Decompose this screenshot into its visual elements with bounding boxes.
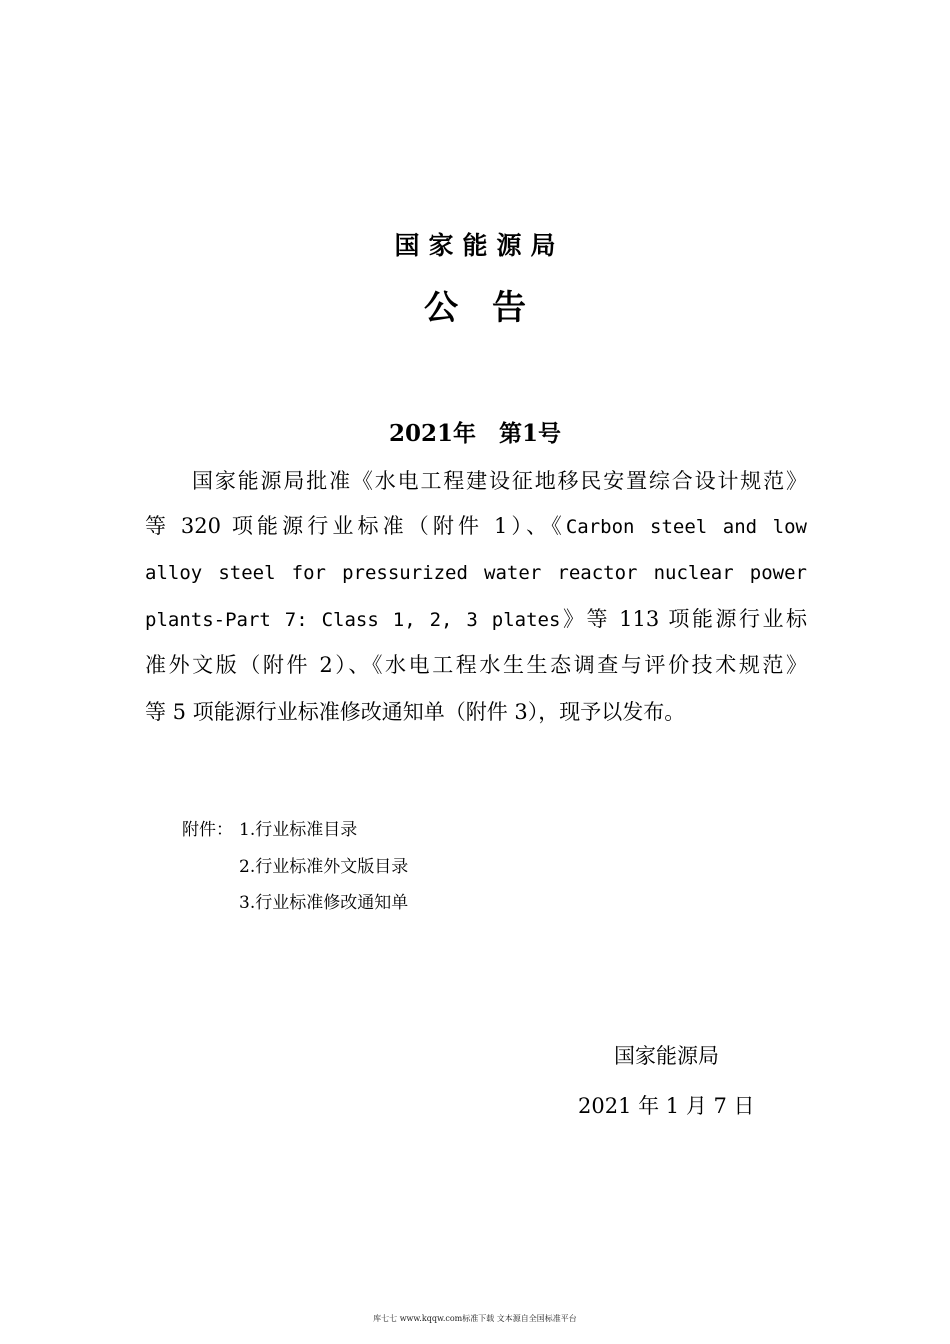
body-line-3: alloy steel for pressurized water reactor nuclear power — [145, 562, 807, 584]
signature-date: 2021 年 1 月 7 日 — [578, 1094, 755, 1118]
attachments-label: 附件： — [182, 820, 233, 840]
signature-issuer: 国家能源局 — [614, 1044, 719, 1068]
body-line-2-en: Carbon steel and low — [565, 516, 807, 538]
issuing-agency-title: 国家能源局 — [394, 231, 565, 260]
body-line-5: 准外文版（附件 2）、《水电工程水生生态调查与评价技术规范》 — [145, 653, 807, 677]
issue-number: 2021年 第1号 — [388, 420, 562, 447]
body-line-4-en: plants-Part 7: Class 1, 2, 3 plates — [145, 609, 561, 631]
body-line-2 — [145, 511, 807, 541]
attachment-item-2: 2.行业标准外文版目录 — [239, 857, 409, 877]
attachment-item-1: 1.行业标准目录 — [239, 820, 358, 840]
attachment-item-3: 3.行业标准修改通知单 — [239, 893, 409, 913]
body-line-4 — [145, 604, 807, 634]
body-line-4-zh: 》等 113 项能源行业标 — [560, 607, 807, 631]
body-line-6: 等 5 项能源行业标准修改通知单（附件 3），现予以发布。 — [145, 700, 686, 724]
footer-source-note: 库七七 www.kqqw.com标准下载 文本源自全国标准平台 — [373, 1314, 577, 1323]
body-line-1: 国家能源局批准《水电工程建设征地移民安置综合设计规范》 — [192, 469, 807, 493]
body-line-2-zh: 等 320 项能源行业标准（附件 1）、《 — [145, 514, 566, 538]
notice-title: 公告 — [424, 288, 560, 328]
